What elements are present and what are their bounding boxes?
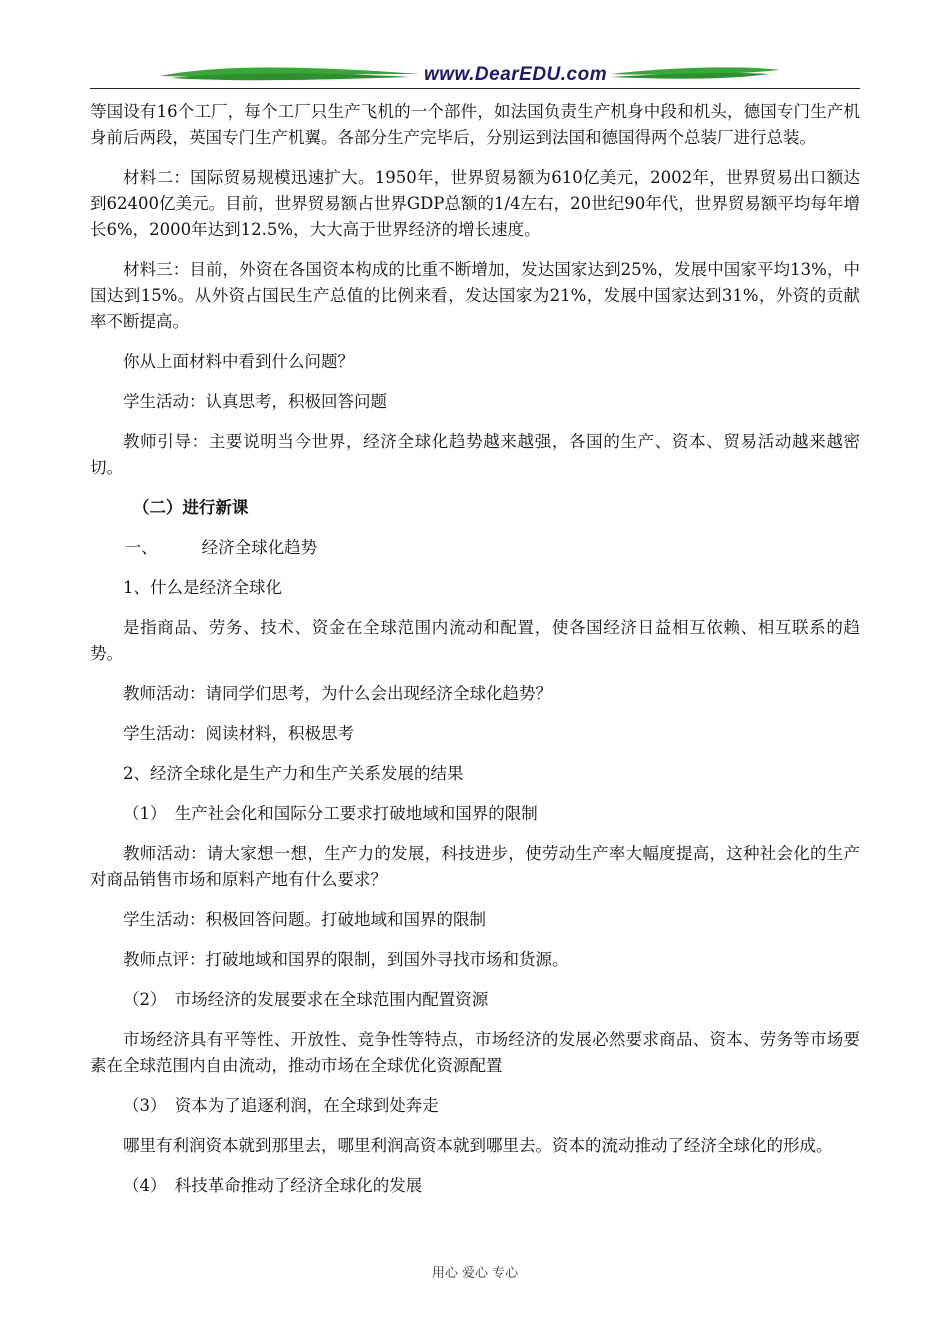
paragraph: 市场经济具有平等性、开放性、竞争性等特点，市场经济的发展必然要求商品、资本、劳务等市场要素在全球范围内自由流动，推动市场在全球优化资源配置 xyxy=(90,1030,860,1075)
site-logo: www.DearEDU.com xyxy=(424,64,608,85)
paragraph: 教师引导：主要说明当今世界，经济全球化趋势越来越强，各国的生产、资本、贸易活动越来越密切。 xyxy=(90,432,860,477)
section-heading: （二）进行新课 xyxy=(132,498,249,517)
paragraph: 学生活动：认真思考，积极回答问题 xyxy=(123,392,387,411)
paragraph: 教师活动：请大家想一想，生产力的发展，科技进步，使劳动生产率大幅度提高，这种社会化的生产对商品销售市场和原料产地有什么要求？ xyxy=(90,844,860,889)
paragraph: 教师活动：请同学们思考，为什么会出现经济全球化趋势？ xyxy=(123,684,552,703)
paragraph: 学生活动：积极回答问题。打破地域和国界的限制 xyxy=(123,910,486,929)
subsection-heading xyxy=(90,535,860,561)
paragraph: 是指商品、劳务、技术、资金在全球范围内流动和配置，使各国经济日益相互依赖、相互联系的趋势。 xyxy=(90,618,860,663)
paragraph: （4） 科技革命推动了经济全球化的发展 xyxy=(123,1176,423,1195)
paragraph: （2） 市场经济的发展要求在全球范围内配置资源 xyxy=(123,990,489,1009)
paragraph: 哪里有利润资本就到那里去，哪里利润高资本就到哪里去。资本的流动推动了经济全球化的形成。 xyxy=(123,1136,833,1155)
section-number: 一、 xyxy=(124,538,158,557)
page-footer: 用心 爱心 专心 xyxy=(431,1266,519,1281)
subsection-title: 经济全球化趋势 xyxy=(201,538,318,557)
paragraph: 材料二：国际贸易规模迅速扩大。1950年，世界贸易额为610亿美元，2002年，世界贸易出口额达到62400亿美元。目前，世界贸易额占世界GDP总额的1/4左右，20世纪90年代，世界贸易额平均每年增长6%，2000年达到12.5%，大大高于世界经济的增长速度。 xyxy=(90,168,860,239)
paragraph: 材料三：目前，外资在各国资本构成的比重不断增加，发达国家达到25%，发展中国家平均13%，中国达到15%。从外资占国民生产总值的比例来看，发达国家为21%，发展中国家达到31%，外资的贡献率不断提高。 xyxy=(90,260,860,331)
paragraph: 1、什么是经济全球化 xyxy=(123,578,282,597)
paragraph: 你从上面材料中看到什么问题？ xyxy=(123,352,354,371)
document-body xyxy=(90,99,860,1213)
paragraph: 教师点评：打破地域和国界的限制，到国外寻找市场和货源。 xyxy=(123,950,569,969)
paragraph: （1） 生产社会化和国际分工要求打破地域和国界的限制 xyxy=(123,804,538,823)
paragraph: 等国设有16个工厂，每个工厂只生产飞机的一个部件，如法国负责生产机身中段和机头，德国专门生产机身前后两段，英国专门生产机翼。各部分生产完毕后，分别运到法国和德国得两个总装厂进行总装。 xyxy=(90,102,860,147)
paragraph: （3） 资本为了追逐利润，在全球到处奔走 xyxy=(123,1096,439,1115)
header-rule xyxy=(90,88,860,89)
paragraph: 学生活动：阅读材料，积极思考 xyxy=(123,724,354,743)
paragraph: 2、经济全球化是生产力和生产关系发展的结果 xyxy=(123,764,464,783)
